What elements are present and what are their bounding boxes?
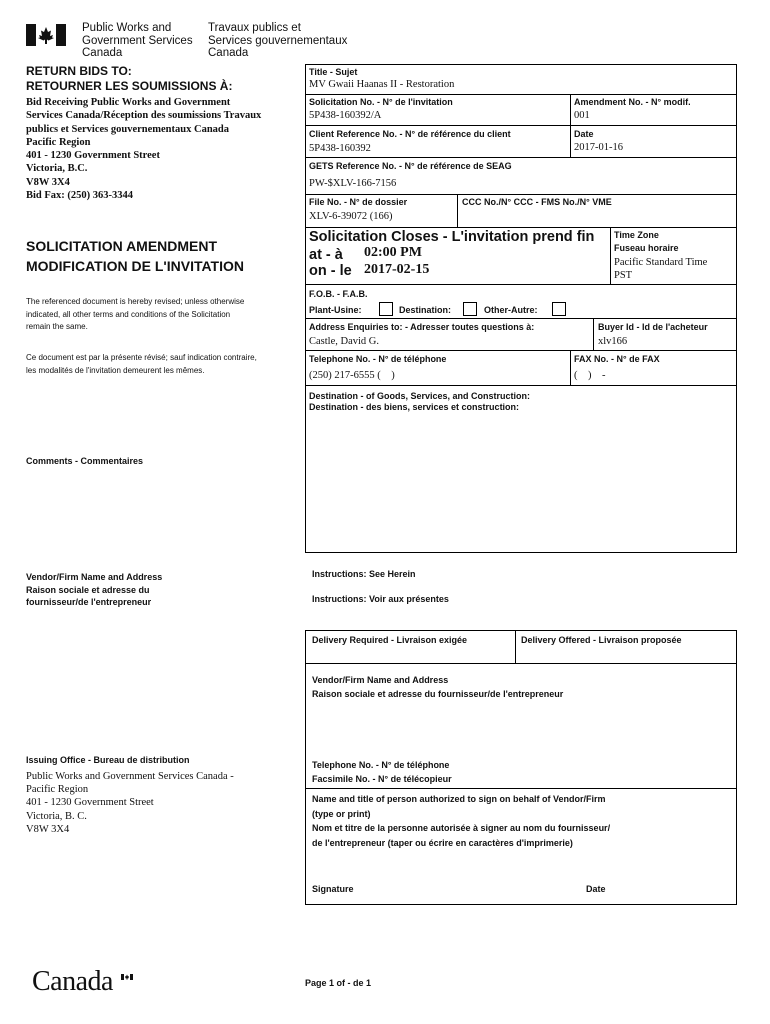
- signature-label: Signature: [312, 884, 354, 894]
- return-address-line: Services Canada/Réception des soumissions Travaux: [26, 110, 262, 122]
- comments-label: Comments - Commentaires: [26, 456, 144, 466]
- closing-at-label: at - à: [309, 247, 343, 263]
- return-bids-title: RETURN BIDS TO: RETOURNER LES SOUMISSIONS À:: [26, 64, 233, 93]
- authorized-person-label: [312, 792, 610, 850]
- buyer-id-label: Buyer Id - Id de l'acheteur: [598, 322, 708, 332]
- other-autre-label: Other-Autre:: [484, 305, 538, 315]
- closing-on-label: on - le: [309, 263, 352, 279]
- vendor-label-line: fournisseur/de l'entrepreneur: [26, 597, 152, 607]
- title-label: Title - Sujet: [309, 67, 358, 77]
- vendor-label-line: Vendor/Firm Name and Address: [26, 572, 163, 582]
- destination-checkbox[interactable]: [463, 302, 477, 316]
- ccc-no-label: CCC No./N° CCC - FMS No./N° VME: [462, 197, 612, 207]
- signature-date-label: Date: [586, 884, 606, 894]
- file-no-label: File No. - N° de dossier: [309, 197, 408, 207]
- other-autre-checkbox[interactable]: [552, 302, 566, 316]
- buyer-id-value: xlv166: [598, 336, 628, 347]
- page-number: Page 1 of - de 1: [305, 978, 372, 988]
- closing-date-value: 2017-02-15: [364, 262, 430, 277]
- vendor-facsimile-label: Facsimile No. - N° de télécopieur: [312, 774, 452, 784]
- issuing-address-line: 401 - 1230 Government Street: [26, 797, 154, 809]
- vendor-name-label: Vendor/Firm Name and Address Raison sociale et adresse du fournisseur/de l'entrepreneur: [312, 675, 564, 699]
- revision-note-en-line: indicated, all other terms and conditions of the Solicitation: [26, 309, 231, 319]
- telephone-label: Telephone No. - N° de téléphone: [309, 354, 447, 364]
- issuing-address-line: V8W 3X4: [26, 823, 70, 835]
- solicitation-closes-title: Solicitation Closes - L'invitation prend fin: [309, 229, 595, 245]
- dept-name-fr: Travaux publics et Services gouvernementaux Canada: [208, 22, 348, 59]
- fax-value: ( ) -: [574, 370, 606, 381]
- delivery-offered-label: Delivery Offered - Livraison proposée: [521, 635, 682, 645]
- return-address-line: Bid Receiving Public Works and Government: [26, 97, 231, 108]
- fax-label: FAX No. - N° de FAX: [574, 354, 660, 364]
- gets-ref-value: PW-$XLV-166-7156: [309, 178, 397, 189]
- gets-ref-label: GETS Reference No. - N° de référence de SEAG: [309, 161, 512, 171]
- authorized-person-line: Nom et titre de la personne autorisée à signer au nom du fournisseur/: [312, 823, 611, 833]
- issuing-address-line: Pacific Region: [26, 784, 89, 796]
- return-address-line: publics et Services gouvernementaux Canada: [26, 123, 229, 135]
- time-zone-value: Pacific Standard Time PST: [614, 257, 708, 281]
- instructions-fr: Instructions: Voir aux présentes: [312, 594, 449, 604]
- revision-note-fr-line: les modalités de l'invitation demeurent les mêmes.: [26, 365, 205, 375]
- authorized-person-line: Name and title of person authorized to sign on behalf of Vendor/Firm: [312, 794, 606, 804]
- plant-usine-label: Plant-Usine:: [309, 305, 362, 315]
- authorized-person-line: (type or print): [312, 808, 371, 819]
- issuing-address-line: Victoria, B. C.: [26, 810, 87, 822]
- revision-note-en-line: remain the same.: [26, 322, 88, 331]
- address-enquiries-value: Castle, David G.: [309, 336, 379, 347]
- return-address-line: 401 - 1230 Government Street: [26, 150, 160, 162]
- amendment-no-value: 001: [574, 110, 590, 121]
- date-value: 2017-01-16: [574, 142, 623, 153]
- revision-note-en: [26, 296, 244, 334]
- return-address-line: V8W 3X4: [26, 176, 70, 188]
- authorized-person-line: de l'entrepreneur (taper ou écrire en caractères d'imprimerie): [312, 837, 573, 848]
- client-ref-label: Client Reference No. - N° de référence du client: [309, 129, 511, 139]
- vendor-telephone-label: Telephone No. - N° de téléphone: [312, 760, 450, 770]
- file-no-value: XLV-6-39072 (166): [309, 211, 393, 222]
- solicitation-no-value: 5P438-160392/A: [309, 110, 382, 121]
- dept-name-en: Public Works and Government Services Canada: [82, 22, 193, 59]
- closing-time-value: 02:00 PM: [364, 245, 422, 260]
- return-address-line: Bid Fax: (250) 363-3344: [26, 190, 134, 202]
- address-enquiries-label: Address Enquiries to: - Adresser toutes questions à:: [309, 322, 535, 332]
- solicitation-no-label: Solicitation No. - N° de l'invitation: [309, 97, 453, 107]
- revision-note-en-line: The referenced document is hereby revised; unless otherwise: [26, 297, 245, 306]
- time-zone-label: Time Zone Fuseau horaire: [614, 230, 679, 253]
- fob-label: F.O.B. - F.A.B.: [309, 289, 368, 299]
- vendor-label: [26, 571, 162, 609]
- telephone-value: (250) 217-6555 ( ): [309, 370, 395, 381]
- revision-note-fr-line: Ce document est par la présente révisé; sauf indication contraire,: [26, 353, 257, 362]
- canada-wordmark: Canada: [32, 966, 113, 997]
- date-label: Date: [574, 129, 594, 139]
- issuing-office-label: Issuing Office - Bureau de distribution: [26, 755, 190, 765]
- delivery-required-label: Delivery Required - Livraison exigée: [312, 635, 468, 645]
- destination-label: Destination:: [399, 305, 452, 315]
- amendment-title: SOLICITATION AMENDMENT MODIFICATION DE L'INVITATION: [26, 238, 244, 274]
- title-value: MV Gwaii Haanas II - Restoration: [309, 79, 455, 90]
- return-address-line: Pacific Region: [26, 136, 91, 148]
- wordmark-flag-icon: [121, 967, 133, 973]
- flag-logo: [26, 24, 66, 46]
- instructions-en: Instructions: See Herein: [312, 569, 416, 579]
- destination-goods-label: Destination - of Goods, Services, and Construction: Destination - des biens, services et construction:: [309, 391, 531, 412]
- amendment-no-label: Amendment No. - N° modif.: [574, 97, 691, 107]
- plant-usine-checkbox[interactable]: [379, 302, 393, 316]
- return-address-line: Victoria, B.C.: [26, 163, 88, 175]
- return-address: [26, 96, 261, 202]
- client-ref-value: 5P438-160392: [309, 143, 371, 154]
- canada-flag-icon: [26, 24, 66, 46]
- issuing-address-line: Public Works and Government Services Canada -: [26, 771, 234, 782]
- vendor-label-line: Raison sociale et adresse du: [26, 584, 150, 595]
- revision-note-fr: [26, 352, 257, 377]
- issuing-address: [26, 770, 234, 836]
